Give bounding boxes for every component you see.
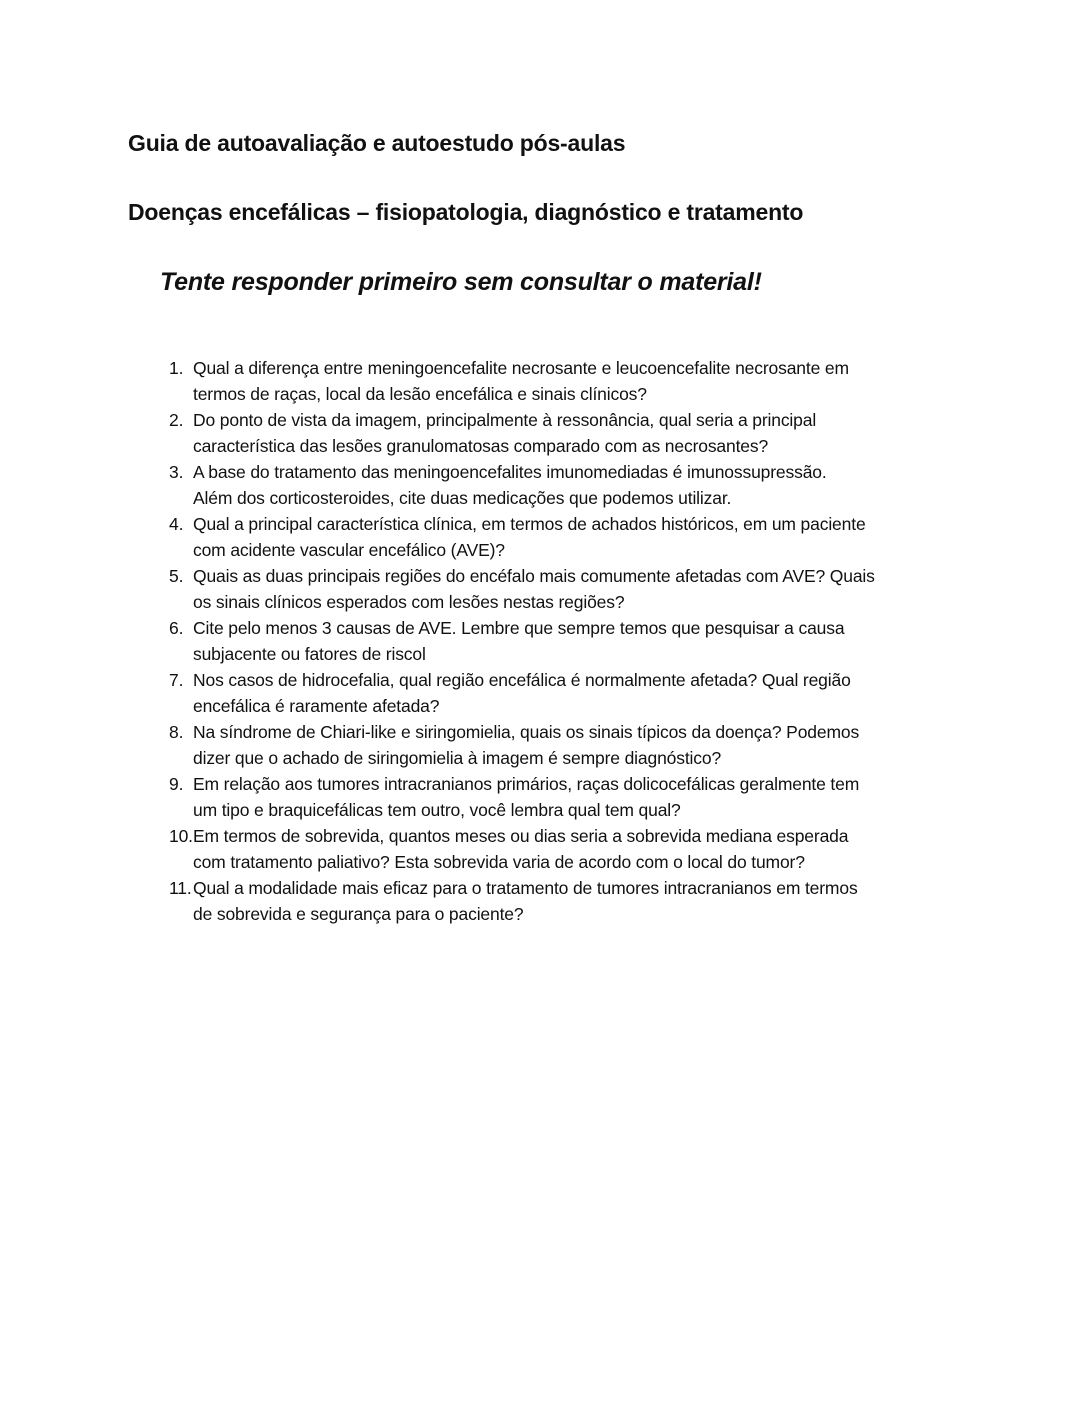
question-number: 9. bbox=[169, 774, 184, 794]
question-text bbox=[193, 511, 978, 563]
question-item-4 bbox=[158, 511, 978, 563]
question-text bbox=[193, 407, 978, 459]
question-number: 10. bbox=[169, 826, 193, 846]
question-text bbox=[193, 355, 978, 407]
document-title: Guia de autoavaliação e autoestudo pós-aulas bbox=[128, 130, 626, 156]
question-item-11 bbox=[158, 875, 978, 927]
question-line: com acidente vascular encefálico (AVE)? bbox=[193, 540, 505, 560]
question-item-6 bbox=[158, 615, 978, 667]
question-line: Qual a diferença entre meningoencefalite necrosante e leucoencefalite necrosante em bbox=[193, 358, 849, 378]
question-line: um tipo e braquicefálicas tem outro, você lembra qual tem qual? bbox=[193, 800, 681, 820]
question-line: Quais as duas principais regiões do encéfalo mais comumente afetadas com AVE? Quais bbox=[193, 566, 875, 586]
question-number: 1. bbox=[169, 358, 184, 378]
question-number: 11. bbox=[169, 878, 192, 898]
question-number: 5. bbox=[169, 566, 184, 586]
question-line: encefálica é raramente afetada? bbox=[193, 696, 440, 716]
question-text bbox=[193, 459, 978, 511]
question-number: 8. bbox=[169, 722, 184, 742]
question-text bbox=[193, 615, 978, 667]
document-subtitle: Doenças encefálicas – fisiopatologia, diagnóstico e tratamento bbox=[128, 199, 804, 225]
question-number: 2. bbox=[169, 410, 184, 430]
question-line: de sobrevida e segurança para o paciente? bbox=[193, 904, 524, 924]
question-line: Na síndrome de Chiari-like e siringomielia, quais os sinais típicos da doença? Podemos bbox=[193, 722, 860, 742]
question-line: Além dos corticosteroides, cite duas medicações que podemos utilizar. bbox=[193, 488, 732, 508]
question-text bbox=[193, 563, 978, 615]
question-line: Qual a modalidade mais eficaz para o tratamento de tumores intracranianos em termos bbox=[193, 878, 858, 898]
question-item-1 bbox=[158, 355, 978, 407]
question-line: característica das lesões granulomatosas comparado com as necrosantes? bbox=[193, 436, 769, 456]
question-line: Em termos de sobrevida, quantos meses ou dias seria a sobrevida mediana esperada bbox=[193, 826, 849, 846]
question-line: dizer que o achado de siringomielia à imagem é sempre diagnóstico? bbox=[193, 748, 722, 768]
question-number: 7. bbox=[169, 670, 184, 690]
question-item-3 bbox=[158, 459, 978, 511]
question-number: 3. bbox=[169, 462, 184, 482]
question-item-5 bbox=[158, 563, 978, 615]
question-text bbox=[193, 875, 978, 927]
question-text bbox=[193, 823, 978, 875]
question-line: os sinais clínicos esperados com lesões nestas regiões? bbox=[193, 592, 625, 612]
question-item-7 bbox=[158, 667, 978, 719]
question-text bbox=[193, 771, 978, 823]
question-line: Em relação aos tumores intracranianos primários, raças dolicocefálicas geralmente tem bbox=[193, 774, 860, 794]
question-item-9 bbox=[158, 771, 978, 823]
question-text bbox=[193, 719, 978, 771]
question-list bbox=[158, 355, 978, 927]
question-number: 6. bbox=[169, 618, 184, 638]
question-line: Do ponto de vista da imagem, principalmente à ressonância, qual seria a principal bbox=[193, 410, 817, 430]
question-line: A base do tratamento das meningoencefalites imunomediadas é imunossupressão. bbox=[193, 462, 827, 482]
question-item-2 bbox=[158, 407, 978, 459]
instruction-text: Tente responder primeiro sem consultar o material! bbox=[160, 268, 762, 296]
question-number: 4. bbox=[169, 514, 184, 534]
question-line: termos de raças, local da lesão encefálica e sinais clínicos? bbox=[193, 384, 647, 404]
question-text bbox=[193, 667, 978, 719]
question-line: subjacente ou fatores de riscol bbox=[193, 644, 426, 664]
question-line: Cite pelo menos 3 causas de AVE. Lembre que sempre temos que pesquisar a causa bbox=[193, 618, 845, 638]
question-line: Qual a principal característica clínica, em termos de achados históricos, em um paciente bbox=[193, 514, 866, 534]
question-line: Nos casos de hidrocefalia, qual região encefálica é normalmente afetada? Qual região bbox=[193, 670, 851, 690]
question-item-8 bbox=[158, 719, 978, 771]
question-line: com tratamento paliativo? Esta sobrevida varia de acordo com o local do tumor? bbox=[193, 852, 805, 872]
question-item-10 bbox=[158, 823, 978, 875]
